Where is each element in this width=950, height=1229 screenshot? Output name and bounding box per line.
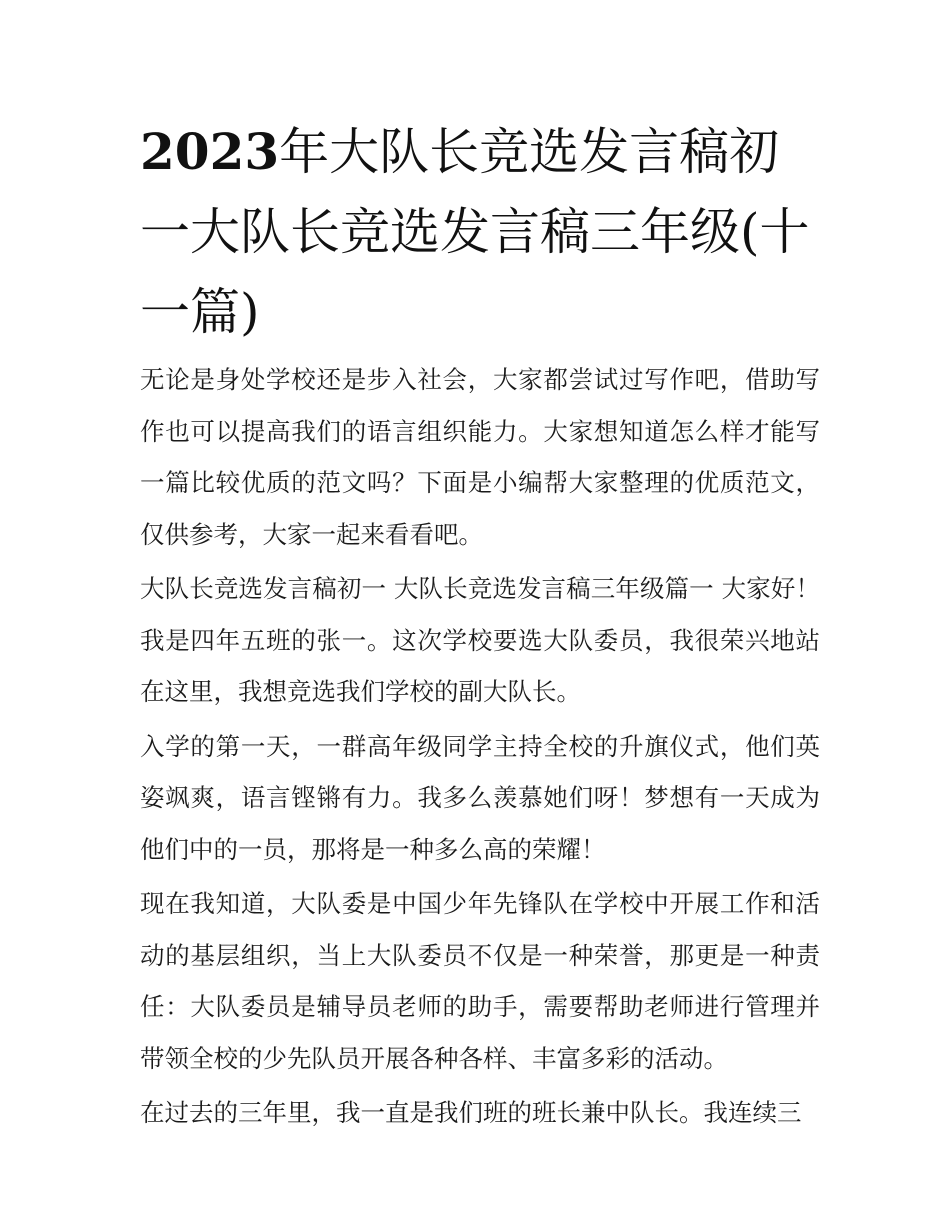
document-title bbox=[140, 112, 820, 352]
paragraph-past-years: 在过去的三年里，我一直是我们班的班长兼中队长。我连续三 bbox=[140, 1098, 802, 1127]
title-text: 年大队长竞选发言稿初一大队长竞选发言稿三年级(十一篇) bbox=[140, 123, 810, 341]
paragraph-greeting: 大队长竞选发言稿初一 大队长竞选发言稿三年级篇一 大家好！ 我是四年五班的张一。这次学校要选大队委员，我很荣兴地站在这里，我想竞选我们学校的副大队长。 bbox=[140, 574, 820, 706]
paragraph-responsibility: 现在我知道，大队委是中国少年先锋队在学校中开展工作和活动的基层组织，当上大队委员不仅是一种荣誉，那更是一种责任：大队委员是辅导员老师的助手，需要帮助老师进行管理并带领全校的少先队员开展各种各样、丰富多彩的活动。 bbox=[140, 889, 820, 1073]
document-body bbox=[140, 354, 820, 1142]
title-year: 2023 bbox=[140, 122, 280, 181]
paragraph-intro: 无论是身处学校还是步入社会，大家都尝试过写作吧，借助写作也可以提高我们的语言组织能力。大家想知道怎么样才能写一篇比较优质的范文吗？下面是小编帮大家整理的优质范文，仅供参考，大家一起来看看吧。 bbox=[140, 365, 820, 549]
paragraph-first-day: 入学的第一天，一群高年级同学主持全校的升旗仪式，他们英姿飒爽，语言铿锵有力。我多么羡慕她们呀！梦想有一天成为他们中的一员，那将是一种多么高的荣耀！ bbox=[140, 731, 820, 864]
